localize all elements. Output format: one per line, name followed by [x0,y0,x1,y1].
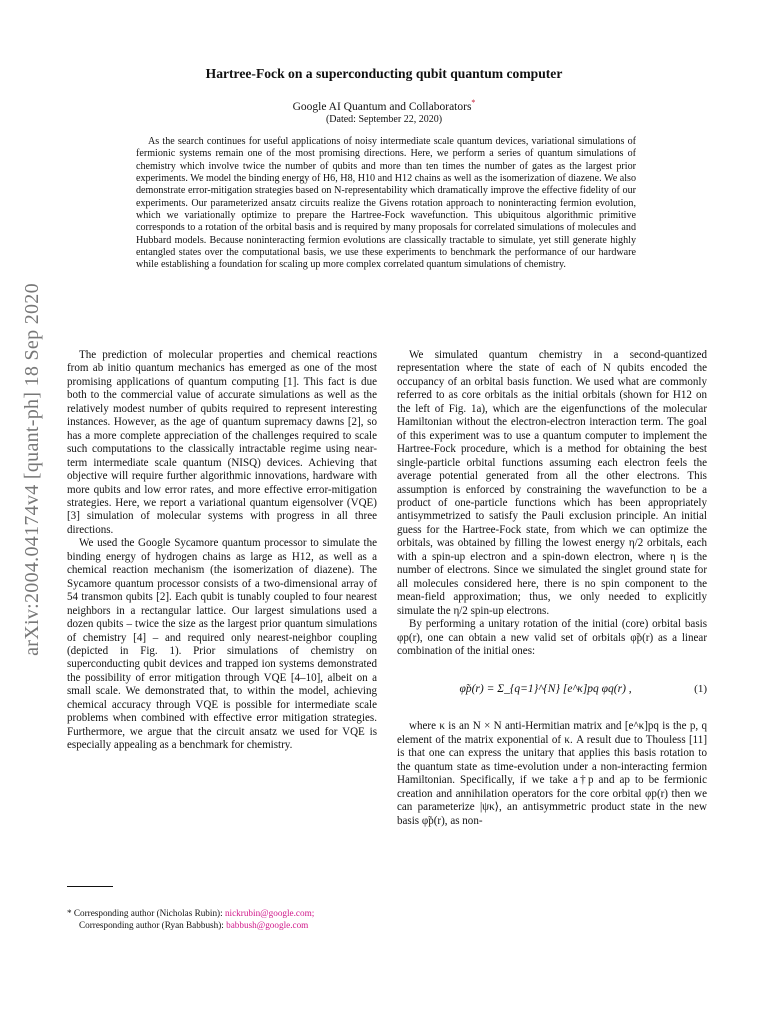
footnote-rubin-label: * Corresponding author (Nicholas Rubin): [67,908,225,918]
footnote-babbush [67,919,387,931]
footnote-divider [67,886,113,887]
paper-title: Hartree-Fock on a superconducting qubit quantum computer [205,66,563,81]
left-column [67,349,377,753]
abstract: As the search continues for useful applications of noisy intermediate scale quantum devices, variational simulations of fermionic systems remain one of the most promising directions. Here, we perform a series of quantum simulations of chemistry which involve twice the number of qubits and more than ten times the number of gates as the largest prior experiments. We model the binding energy of H6, H8, H10 and H12 chains as well as the isomerization of diazene. We also demonstrate error-mitigation strategies based on N-representability which dramatically improve the effective fidelity of our experiments. Our parameterized ansatz circuits realize the Givens rotation approach to noninteracting fermion evolution, which we variationally optimize to prepare the Hartree-Fock wavefunction. This ubiquitous algorithmic primitive corresponds to a rotation of the orbital basis and is required by many proposals for correlated simulations of molecules and Hubbard models. Because noninteracting fermion evolutions are classically tractable to simulate, yet still generate highly entangled states over the computational basis, we use these experiments to benchmark the performance of our hardware while establishing a foundation for scaling up more complex correlated quantum simulations of chemistry. [136,136,636,271]
method-paragraph-1: We simulated quantum chemistry in a second-quantized representation where the state of each of N qubits encoded the occupancy of an orbital basis function. We used what are commonly referred to as core orbitals as the initial orbitals (shown for H12 on the left of Fig. 1a), which are the eigenfunctions of the molecular Hamiltonian without the electron-electron interaction term. The goal of this experiment was to use a quantum computer to implement the Hartree-Fock procedure, which is a method for obtaining the best single-particle orbital functions assuming each electron feels the average potential generated from all the other electrons. This assumption is enforced by constraining the wavefunction to be a product of one-particle functions which has been appropriately antisymmetrized to satisfy the Pauli exclusion principle. An initial guess for the Hartree-Fock state, from which we can optimize the orbitals, was obtained by filling the lowest energy η/2 orbitals, each with a spin-up electron and a spin-down electron, where η is the number of electrons. Since we simulated the singlet ground state for all molecules considered here, there is no spin component to the mean-field approximation; thus, we only needed to explicitly simulate the η/2 spin-up electrons. [397,349,707,617]
footnote-rubin [67,907,387,919]
right-column [397,349,707,828]
paper-date: (Dated: September 22, 2020) [325,114,443,125]
corresponding-author-mark[interactable]: * [471,98,476,107]
author-list: Google AI Quantum and Collaborators [292,100,472,113]
arxiv-side-stamp [8,254,56,684]
equation-body: φ̃p(r) = Σ_{q=1}^{N} [e^κ]pq φq(r) , [459,682,632,695]
method-paragraph-2: By performing a unitary rotation of the initial (core) orbital basis φp(r), one can obtain a new valid set of orbitals φ̃p(r) as a linear combination of the initial ones: [397,618,707,657]
footnotes [67,907,387,931]
paper-authors [0,98,768,113]
intro-paragraph-2: We used the Google Sycamore quantum processor to simulate the binding energy of hydrogen chains as large as H12, as well as a chemical reaction mechanism (the isomerization of diazene). The Sycamore quantum processor consists of a two-dimensional array of 54 transmon qubits [2]. Each qubit is tunably coupled to four nearest neighbors in a rectangular lattice. Our largest simulations used a dozen qubits – twice the size as the largest prior quantum simulations of chemistry [4] – and required only nearest-neighbor coupling (depicted in Fig. 1). Prior simulations of chemistry on superconducting qubit devices and trapped ion systems demonstrated the possibility of error mitigation through VQE [4–10], albeit on a small scale. We demonstrated that, to within the model, achieving chemical accuracy through VQE is possible for intermediate scale problems when combined with effective error mitigation strategies. Furthermore, we argue that the circuit ansatz we used for VQE is especially appealing as a benchmark for chemistry. [67,537,377,752]
arxiv-identifier: arXiv:2004.04174v4 [quant-ph] 18 Sep 2020 [20,282,43,656]
footnote-babbush-label: Corresponding author (Ryan Babbush): [79,920,227,930]
email-link-rubin[interactable]: nickrubin@google.com; [224,908,315,918]
intro-paragraph-1: The prediction of molecular properties and chemical reactions from ab initio quantum mechanics has emerged as one of the most promising applications of quantum computing [1]. This fact is due both to the commercial value of accurate simulations as well as the relatively modest number of qubits required to represent interesting instances. However, as the age of quantum supremacy dawns [2], so has a more complete appreciation of the challenges required to scale such computations to the classically intractable regime using near-term intermediate scale quantum (NISQ) devices. Achieving that objective will require further algorithmic innovations, hardware with more qubits and low error rates, and more effective error-mitigation strategies. Here, we report a variational quantum eigensolver (VQE) [3] simulation of molecular systems with progress in all three directions. [67,349,377,536]
equation-1 [397,668,707,710]
method-paragraph-3: where κ is an N × N anti-Hermitian matrix and [e^κ]pq is the p, q element of the matrix exponential of κ. A result due to Thouless [11] is that one can express the unitary that applies this basis rotation to the quantum state as time-evolution under a non-interacting fermion Hamiltonian. Specifically, if we take a†p and ap to be fermionic creation and annihilation operators for the core orbital φp(r) then we can parameterize |ψκ⟩, an antisymmetric product state in the new basis φ̃p(r), as non- [397,720,707,827]
email-link-babbush[interactable]: babbush@google.com [226,920,309,930]
equation-number: (1) [694,682,707,695]
